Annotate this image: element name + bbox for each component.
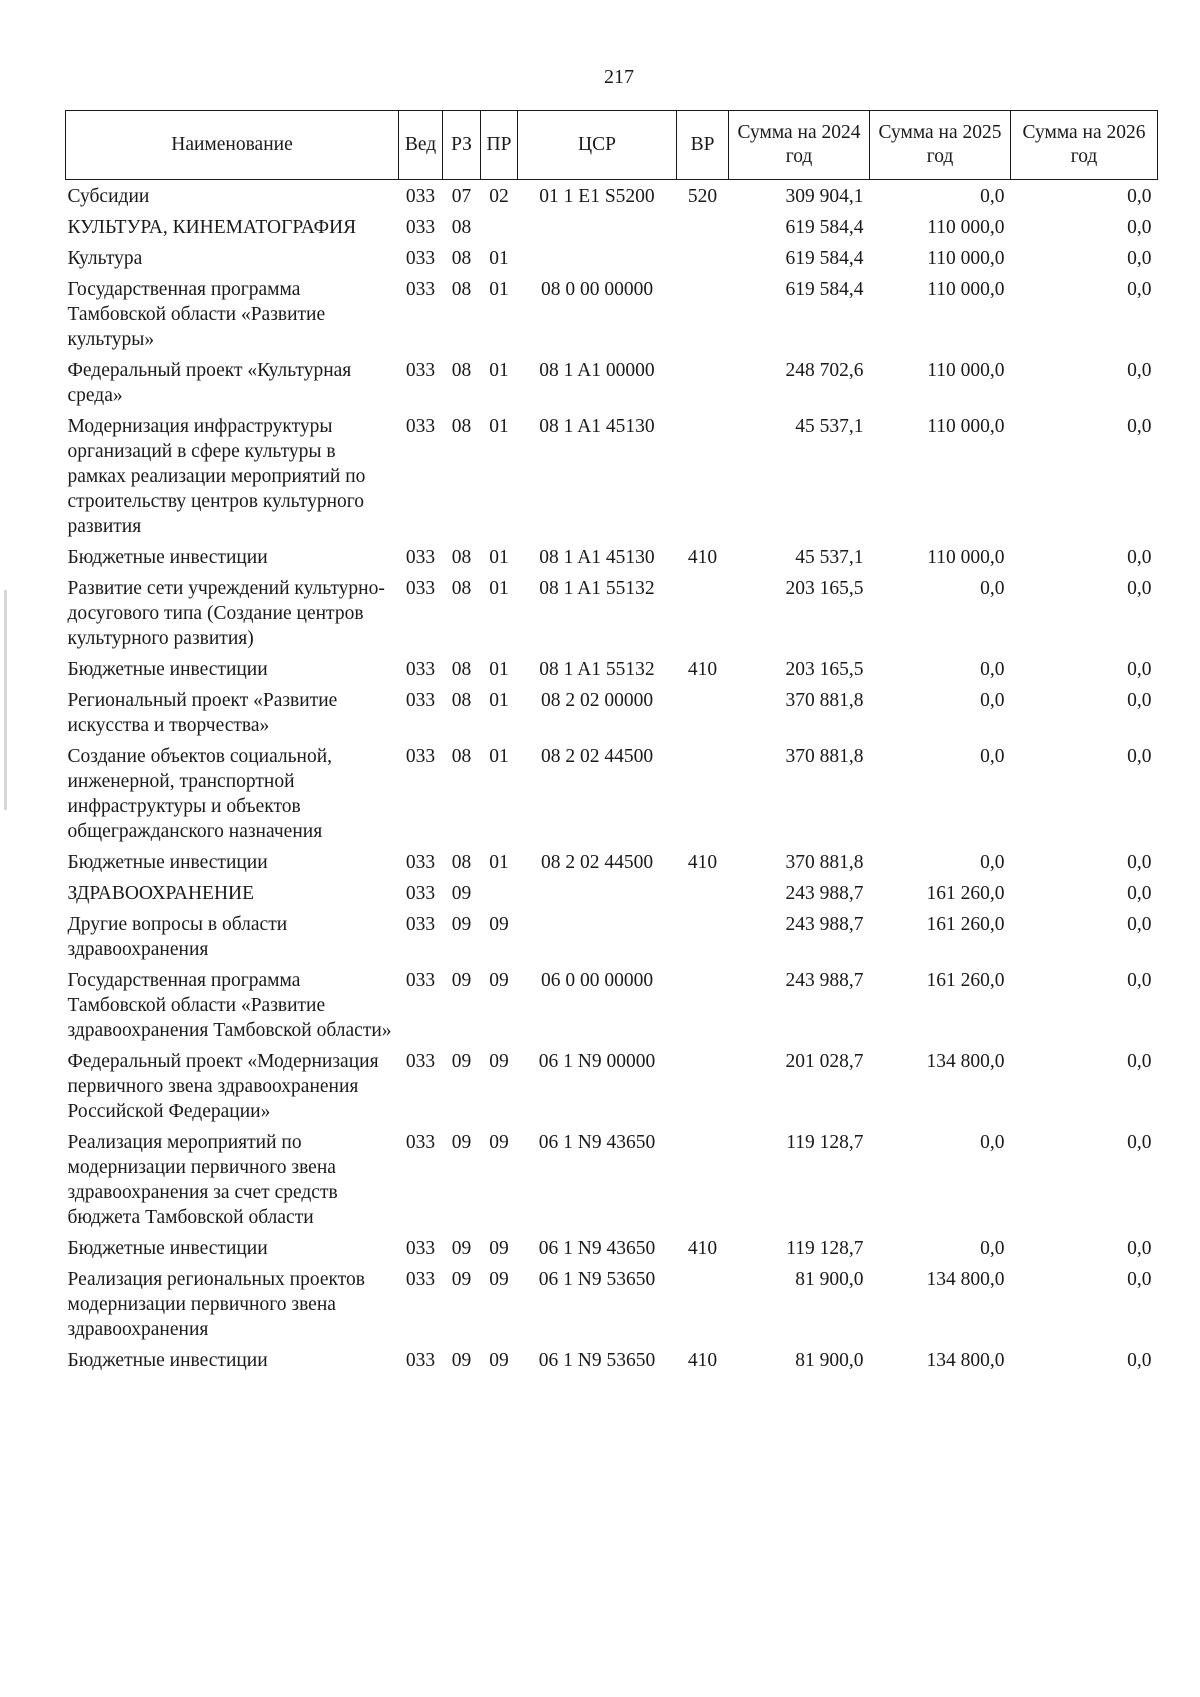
row-sum-2025: 161 260,0: [926, 883, 1005, 904]
row-rz: 08: [451, 659, 472, 680]
row-rz: 09: [451, 914, 472, 935]
row-sum-2026: 0,0: [1127, 1238, 1152, 1259]
row-rz: 07: [451, 186, 472, 207]
row-rz: 08: [451, 248, 472, 269]
row-pr: 02: [489, 186, 509, 207]
row-sum-2024: 309 904,1: [785, 186, 864, 207]
row-sum-2026: 0,0: [1127, 1132, 1152, 1153]
row-sum-2024: 370 881,8: [785, 852, 864, 873]
row-sum-2025: 110 000,0: [927, 279, 1005, 300]
row-sum-2024: 119 128,7: [786, 1132, 864, 1153]
row-pr: 09: [489, 1350, 509, 1371]
row-sum-2026: 0,0: [1127, 1269, 1152, 1290]
row-sum-2026: 0,0: [1127, 883, 1152, 904]
row-vr: [677, 682, 729, 738]
row-ved: 033: [405, 217, 436, 238]
row-pr: 09: [489, 1051, 509, 1072]
row-vr: [677, 962, 729, 1043]
row-csr: 08 1 A1 45130: [539, 416, 655, 437]
table-row: [66, 651, 1158, 682]
row-name: Реализация региональных проектов модернизации первичного звена здравоохранения: [67, 1269, 365, 1340]
row-vr: 520: [687, 186, 718, 207]
row-rz: 08: [451, 217, 472, 238]
row-ved: 033: [405, 1051, 436, 1072]
table-row: [66, 1043, 1158, 1124]
row-rz: 08: [451, 852, 472, 873]
row-vr: [677, 738, 729, 844]
row-rz: 08: [451, 578, 472, 599]
row-ved: 033: [405, 690, 436, 711]
row-sum-2024: 619 584,4: [785, 217, 864, 238]
page-number: 217: [604, 66, 634, 88]
row-csr: 08 1 A1 45130: [539, 547, 655, 568]
row-vr: [677, 240, 729, 271]
row-vr: 410: [687, 1238, 718, 1259]
row-sum-2025: 0,0: [980, 852, 1005, 873]
row-pr: 01: [489, 746, 509, 767]
row-rz: 09: [451, 1238, 472, 1259]
row-pr: 01: [489, 248, 509, 269]
header-pr: ПР: [481, 111, 518, 180]
row-sum-2026: 0,0: [1127, 970, 1152, 991]
table-row: [66, 906, 1158, 962]
table-row: [66, 1261, 1158, 1342]
header-sum-2024: Сумма на 2024 год: [729, 111, 870, 180]
row-name: Государственная программа Тамбовской области «Развитие культуры»: [67, 279, 326, 350]
row-sum-2026: 0,0: [1127, 690, 1152, 711]
row-sum-2024: 45 537,1: [795, 547, 864, 568]
row-sum-2025: 110 000,0: [927, 248, 1005, 269]
row-name: ЗДРАВООХРАНЕНИЕ: [67, 883, 255, 904]
row-pr: 09: [489, 1238, 509, 1259]
row-vr: [677, 570, 729, 651]
row-rz: 09: [451, 1269, 472, 1290]
row-pr: 01: [489, 360, 509, 381]
row-csr: 08 1 A1 55132: [539, 578, 655, 599]
row-csr: 08 2 02 44500: [540, 852, 654, 873]
row-name: КУЛЬТУРА, КИНЕМАТОГРАФИЯ: [67, 217, 357, 238]
row-vr: [677, 271, 729, 352]
row-vr: 410: [687, 1350, 718, 1371]
row-sum-2025: 0,0: [980, 659, 1005, 680]
row-name: Бюджетные инвестиции: [67, 547, 268, 568]
budget-table: [65, 110, 1158, 1373]
row-name: Другие вопросы в области здравоохранения: [67, 914, 288, 960]
row-sum-2024: 45 537,1: [795, 416, 864, 437]
row-vr: [677, 875, 729, 906]
table-row: [66, 1230, 1158, 1261]
row-ved: 033: [405, 883, 436, 904]
row-sum-2026: 0,0: [1127, 547, 1152, 568]
row-ved: 033: [405, 1269, 436, 1290]
row-rz: 08: [451, 279, 472, 300]
row-vr: [677, 209, 729, 240]
row-sum-2025: 110 000,0: [927, 217, 1005, 238]
row-ved: 033: [405, 360, 436, 381]
header-sum-2026: Сумма на 2026 год: [1011, 111, 1158, 180]
row-sum-2025: 110 000,0: [927, 547, 1005, 568]
row-name: Региональный проект «Развитие искусства и творчества»: [67, 690, 338, 736]
row-pr: 01: [489, 659, 509, 680]
row-ved: 033: [405, 1350, 436, 1371]
row-sum-2026: 0,0: [1127, 578, 1152, 599]
row-sum-2024: 243 988,7: [785, 883, 864, 904]
row-sum-2026: 0,0: [1127, 852, 1152, 873]
row-sum-2026: 0,0: [1127, 659, 1152, 680]
row-sum-2024: 203 165,5: [785, 659, 864, 680]
row-ved: 033: [405, 659, 436, 680]
table-row: [66, 1124, 1158, 1230]
row-pr: 09: [489, 970, 509, 991]
row-pr: [481, 875, 518, 906]
row-sum-2025: 0,0: [980, 746, 1005, 767]
row-sum-2026: 0,0: [1127, 186, 1152, 207]
table-row: [66, 1342, 1158, 1373]
row-sum-2026: 0,0: [1127, 279, 1152, 300]
row-pr: 01: [489, 416, 509, 437]
row-rz: 08: [451, 746, 472, 767]
table-row: [66, 209, 1158, 240]
row-vr: [677, 1261, 729, 1342]
row-name: Модернизация инфраструктуры организаций в сфере культуры в рамках реализации мероприятий по строительству центров культурного развития: [67, 416, 366, 537]
row-name: Бюджетные инвестиции: [67, 659, 268, 680]
row-sum-2025: 110 000,0: [927, 360, 1005, 381]
header-csr: ЦСР: [518, 111, 677, 180]
row-pr: 01: [489, 690, 509, 711]
row-pr: 09: [489, 1132, 509, 1153]
row-pr: 01: [489, 852, 509, 873]
table-header: [66, 111, 1158, 180]
table-row: [66, 682, 1158, 738]
row-rz: 08: [451, 690, 472, 711]
row-rz: 09: [451, 883, 472, 904]
row-csr: 06 1 N9 53650: [538, 1269, 656, 1290]
row-rz: 08: [451, 547, 472, 568]
row-csr: [518, 906, 677, 962]
table-row: [66, 352, 1158, 408]
row-vr: 410: [687, 659, 718, 680]
table-row: [66, 570, 1158, 651]
row-name: Субсидии: [67, 186, 150, 207]
row-sum-2025: 0,0: [980, 186, 1005, 207]
row-sum-2024: 81 900,0: [795, 1350, 864, 1371]
row-sum-2024: 201 028,7: [785, 1051, 864, 1072]
row-vr: 410: [687, 852, 718, 873]
row-pr: 09: [489, 914, 509, 935]
row-vr: [677, 352, 729, 408]
row-name: Бюджетные инвестиции: [67, 1350, 268, 1371]
header-rz: РЗ: [443, 111, 481, 180]
table-row: [66, 271, 1158, 352]
row-sum-2024: 203 165,5: [785, 578, 864, 599]
row-name: Культура: [67, 248, 143, 269]
row-pr: 09: [489, 1269, 509, 1290]
row-ved: 033: [405, 914, 436, 935]
row-sum-2024: 619 584,4: [785, 279, 864, 300]
table-row: [66, 844, 1158, 875]
row-sum-2026: 0,0: [1127, 914, 1152, 935]
row-csr: 08 2 02 00000: [540, 690, 654, 711]
row-csr: 08 1 A1 00000: [539, 360, 655, 381]
row-sum-2025: 110 000,0: [927, 416, 1005, 437]
row-pr: [481, 209, 518, 240]
row-sum-2024: 119 128,7: [786, 1238, 864, 1259]
row-ved: 033: [405, 186, 436, 207]
row-name: Создание объектов социальной, инженерной, транспортной инфраструктуры и объектов общегражданского назначения: [67, 746, 333, 842]
row-name: Бюджетные инвестиции: [67, 1238, 268, 1259]
row-csr: [518, 240, 677, 271]
row-vr: [677, 906, 729, 962]
row-ved: 033: [405, 746, 436, 767]
row-csr: 06 1 N9 00000: [538, 1051, 656, 1072]
row-pr: 01: [489, 279, 509, 300]
row-sum-2026: 0,0: [1127, 1350, 1152, 1371]
row-csr: 08 0 00 00000: [540, 279, 654, 300]
row-name: Федеральный проект «Культурная среда»: [67, 360, 352, 406]
row-sum-2024: 81 900,0: [795, 1269, 864, 1290]
table-body: [66, 180, 1158, 1374]
row-ved: 033: [405, 578, 436, 599]
row-name: Реализация мероприятий по модернизации первичного звена здравоохранения за счет средств бюджета Тамбовской области: [67, 1132, 338, 1228]
row-ved: 033: [405, 1132, 436, 1153]
row-sum-2024: 619 584,4: [785, 248, 864, 269]
row-name: Федеральный проект «Модернизация первичного звена здравоохранения Российской Федерации»: [67, 1051, 379, 1122]
row-sum-2025: 134 800,0: [926, 1350, 1005, 1371]
row-sum-2024: 370 881,8: [785, 690, 864, 711]
table-row: [66, 408, 1158, 539]
table-row: [66, 240, 1158, 271]
row-sum-2026: 0,0: [1127, 1051, 1152, 1072]
row-sum-2026: 0,0: [1127, 248, 1152, 269]
row-sum-2025: 0,0: [980, 578, 1005, 599]
row-sum-2025: 134 800,0: [926, 1269, 1005, 1290]
row-pr: 01: [489, 578, 509, 599]
row-sum-2026: 0,0: [1127, 746, 1152, 767]
row-csr: 01 1 E1 S5200: [539, 186, 655, 207]
row-ved: 033: [405, 547, 436, 568]
table-row: [66, 738, 1158, 844]
row-csr: 06 1 N9 43650: [538, 1132, 656, 1153]
row-vr: [677, 1124, 729, 1230]
table-row: [66, 962, 1158, 1043]
row-csr: 08 1 A1 55132: [539, 659, 655, 680]
row-sum-2026: 0,0: [1127, 217, 1152, 238]
row-sum-2025: 0,0: [980, 1238, 1005, 1259]
row-vr: [677, 408, 729, 539]
row-sum-2025: 0,0: [980, 1132, 1005, 1153]
row-sum-2025: 161 260,0: [926, 914, 1005, 935]
row-sum-2026: 0,0: [1127, 416, 1152, 437]
row-pr: 01: [489, 547, 509, 568]
row-sum-2024: 243 988,7: [785, 914, 864, 935]
row-csr: 08 2 02 44500: [540, 746, 654, 767]
table-row: [66, 180, 1158, 210]
row-csr: 06 1 N9 53650: [538, 1350, 656, 1371]
header-ved: Вед: [399, 111, 443, 180]
row-rz: 09: [451, 1350, 472, 1371]
row-rz: 09: [451, 970, 472, 991]
scan-edge-mark: [4, 590, 7, 810]
header-name: Наименование: [66, 111, 399, 180]
row-rz: 09: [451, 1051, 472, 1072]
row-ved: 033: [405, 248, 436, 269]
row-sum-2025: 134 800,0: [926, 1051, 1005, 1072]
row-vr: [677, 1043, 729, 1124]
row-ved: 033: [405, 279, 436, 300]
row-name: Государственная программа Тамбовской области «Развитие здравоохранения Тамбовской области»: [67, 970, 392, 1041]
row-sum-2025: 161 260,0: [926, 970, 1005, 991]
row-name: Бюджетные инвестиции: [67, 852, 268, 873]
row-vr: 410: [687, 547, 718, 568]
row-ved: 033: [405, 970, 436, 991]
row-rz: 08: [451, 360, 472, 381]
table-row: [66, 875, 1158, 906]
row-ved: 033: [405, 1238, 436, 1259]
row-sum-2024: 248 702,6: [785, 360, 864, 381]
row-sum-2024: 243 988,7: [785, 970, 864, 991]
row-csr: [518, 209, 677, 240]
row-ved: 033: [405, 852, 436, 873]
row-sum-2026: 0,0: [1127, 360, 1152, 381]
row-name: Развитие сети учреждений культурно-досугового типа (Создание центров культурного развития): [67, 578, 385, 649]
table-row: [66, 539, 1158, 570]
row-csr: [518, 875, 677, 906]
row-sum-2025: 0,0: [980, 690, 1005, 711]
row-rz: 08: [451, 416, 472, 437]
row-csr: 06 0 00 00000: [540, 970, 654, 991]
row-ved: 033: [405, 416, 436, 437]
row-rz: 09: [451, 1132, 472, 1153]
header-sum-2025: Сумма на 2025 год: [870, 111, 1011, 180]
row-csr: 06 1 N9 43650: [538, 1238, 656, 1259]
header-vr: ВР: [677, 111, 729, 180]
row-sum-2024: 370 881,8: [785, 746, 864, 767]
